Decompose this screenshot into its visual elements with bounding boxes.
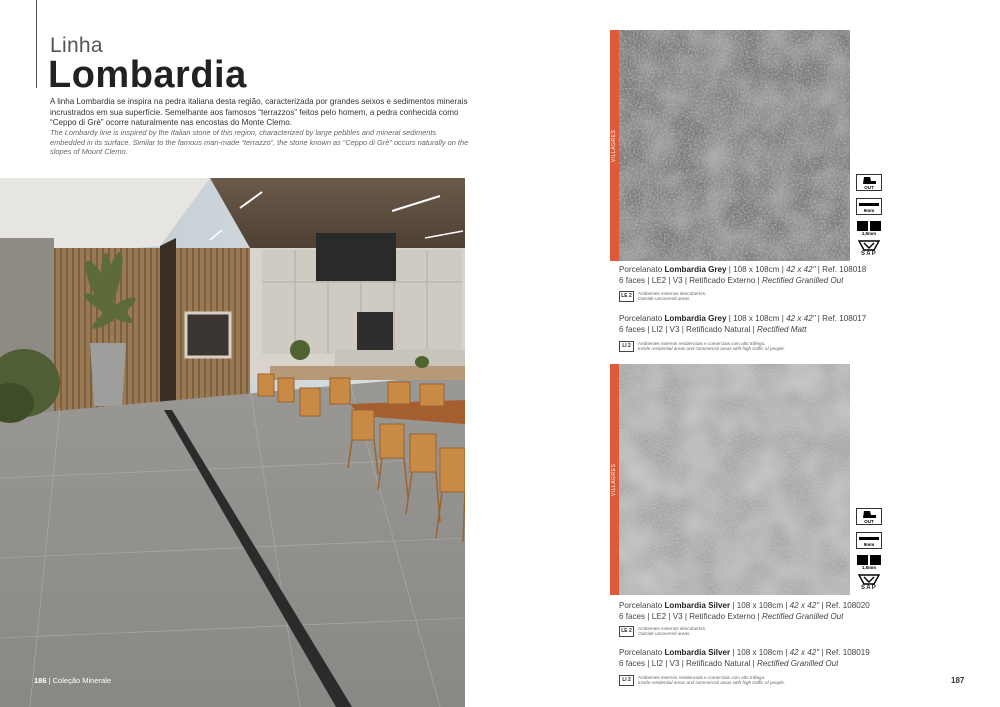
usage-pt: Ambientes internos residenciais e comerciais com alto tráfego. bbox=[638, 341, 766, 346]
sap-icon bbox=[856, 574, 882, 591]
product-prefix: Porcelanato bbox=[619, 265, 665, 274]
product-size-inches: 42 x 42" bbox=[786, 265, 816, 274]
joint-icon bbox=[856, 221, 882, 238]
usage-text bbox=[638, 626, 706, 637]
product-finish-en: Rectified Matt bbox=[756, 324, 807, 334]
brand-tag-text: VILLAGRES bbox=[611, 463, 617, 496]
product-size: | 108 x 108cm | bbox=[726, 265, 787, 274]
ambient-illustration bbox=[0, 178, 465, 707]
usage-info bbox=[619, 675, 939, 686]
usage-en: Inside residential areas and commercial areas with high traffic of people. bbox=[638, 680, 786, 686]
tile-texture-grey bbox=[619, 30, 850, 261]
usage-text bbox=[638, 341, 785, 352]
intro-text-en: The Lombardy line is inspired by the Italian stone of this region, characterized by large pebbles and mineral sediments embedded in its surface. Similar to the famous man-made “terrazzo”, the stone known as “Ceppo di Grè” occurs naturally on the slopes of Mount Clemo. bbox=[50, 128, 469, 156]
sap-icon bbox=[856, 240, 882, 257]
joint-label: 1,5mm bbox=[861, 565, 877, 570]
product-ref: | Ref. 108020 bbox=[819, 601, 870, 610]
product-size-inches: 42 x 42" bbox=[786, 314, 816, 323]
product-name: Lombardia Silver bbox=[664, 648, 731, 657]
usage-en: Outside uncovered areas. bbox=[638, 631, 691, 637]
usage-info bbox=[619, 291, 939, 302]
joint-label: 1,5mm bbox=[861, 231, 877, 236]
product-size: | 108 x 108cm | bbox=[726, 314, 787, 323]
product-spec-grey-out bbox=[619, 265, 939, 286]
tile-swatch-silver bbox=[619, 364, 850, 595]
product-size: | 108 x 108cm | bbox=[730, 648, 790, 657]
product-prefix: Porcelanato bbox=[619, 314, 665, 323]
outdoor-icon bbox=[856, 174, 882, 191]
brand-tag-text: VILLAGRES bbox=[611, 129, 617, 162]
usage-info bbox=[619, 341, 939, 352]
product-ref: | Ref. 108019 bbox=[819, 648, 870, 657]
product-spec-silver-natural bbox=[619, 648, 939, 669]
ambient-photo bbox=[0, 178, 465, 707]
usage-text bbox=[638, 291, 706, 302]
product-finish-en: Rectified Granilled Out bbox=[761, 275, 844, 285]
product-spec-silver-out bbox=[619, 601, 939, 622]
usage-text bbox=[638, 675, 785, 686]
usage-badge: LI 2 bbox=[619, 675, 634, 686]
product-name: Lombardia Grey bbox=[664, 314, 727, 323]
intro-text-pt: A linha Lombardia se inspira na pedra italiana desta região, caracterizada por grandes seixos e sedimentos minerais incrustrados em sua superfície. Semelhante aos famosos “terrazzos” feitos pelo homem, a pedra conhecida como “Ceppo di Grè” ocorre naturalmente nas encostas do Monte Clemo. bbox=[50, 97, 468, 127]
outdoor-label: OUT bbox=[864, 185, 874, 190]
product-prefix: Porcelanato bbox=[619, 601, 665, 610]
outdoor-label: OUT bbox=[864, 519, 874, 524]
tile-texture-silver bbox=[619, 364, 850, 595]
thickness-label: 9mm bbox=[863, 542, 875, 547]
product-size: | 108 x 108cm | bbox=[730, 601, 790, 610]
usage-en: Outside uncovered areas. bbox=[638, 296, 691, 302]
product-name: Lombardia Grey bbox=[664, 265, 727, 274]
thickness-label: 9mm bbox=[863, 208, 875, 213]
usage-badge: LE 2 bbox=[619, 626, 634, 637]
product-finish-en: Rectified Granilled Out bbox=[761, 611, 844, 621]
product-finish-en: Rectified Granilled Out bbox=[756, 658, 839, 668]
outdoor-icon bbox=[856, 508, 882, 525]
series-label: Linha bbox=[50, 34, 103, 57]
usage-pt: Ambientes internos residenciais e comerciais com alto tráfego. bbox=[638, 675, 766, 680]
header-rule bbox=[36, 0, 37, 88]
product-spec-grey-matt bbox=[619, 314, 939, 335]
product-prefix: Porcelanato bbox=[619, 648, 665, 657]
usage-info bbox=[619, 626, 939, 637]
usage-badge: LI 2 bbox=[619, 341, 634, 352]
sap-label: SAP bbox=[861, 585, 877, 591]
joint-icon bbox=[856, 555, 882, 572]
product-details: 6 faces | LI2 | V3 | Retificado Natural | bbox=[619, 658, 757, 668]
product-ref: | Ref. 108017 bbox=[815, 314, 867, 323]
page-number-right: 187 bbox=[951, 676, 965, 685]
thickness-icon bbox=[856, 532, 882, 549]
folio-left bbox=[34, 676, 111, 685]
product-details: 6 faces | LI2 | V3 | Retificado Natural | bbox=[619, 324, 757, 334]
brand-tag bbox=[610, 30, 619, 261]
brand-tag bbox=[610, 364, 619, 595]
product-details: 6 faces | LE2 | V3 | Retificado Externo | bbox=[619, 611, 762, 621]
usage-badge: LE 2 bbox=[619, 291, 634, 302]
tile-swatch-grey bbox=[619, 30, 850, 261]
page-title: Lombardia bbox=[48, 54, 247, 96]
product-size-inches: 42 x 42" bbox=[789, 648, 820, 657]
usage-pt: Ambientes externos descobertos. bbox=[638, 626, 707, 631]
product-size-inches: 42 x 42" bbox=[789, 601, 820, 610]
thickness-icon bbox=[856, 198, 882, 215]
product-details: 6 faces | LE2 | V3 | Retificado Externo | bbox=[619, 275, 762, 285]
product-name: Lombardia Silver bbox=[664, 601, 731, 610]
product-ref: | Ref. 108018 bbox=[815, 265, 867, 274]
page-number-left: 186 bbox=[34, 676, 47, 685]
sap-label: SAP bbox=[861, 251, 877, 257]
folio-separator: | bbox=[46, 676, 53, 685]
collection-name: Coleção Minerale bbox=[52, 676, 112, 685]
usage-pt: Ambientes externos descobertos. bbox=[638, 291, 707, 296]
usage-en: Inside residential areas and commercial areas with high traffic of people. bbox=[638, 346, 786, 352]
